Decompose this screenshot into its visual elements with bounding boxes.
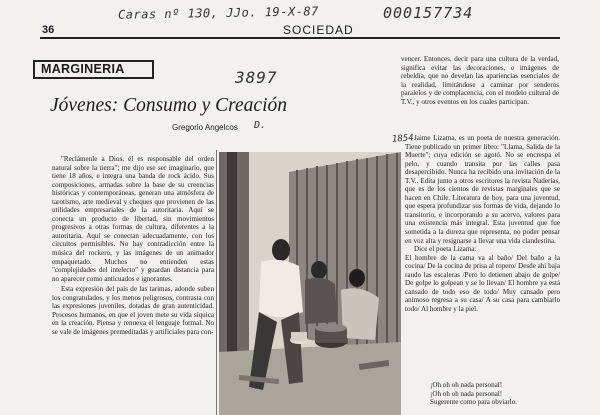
right-mid-paragraph-2: Dice el poeta Lizama:: [414, 245, 477, 254]
poem-line-1: ¡Oh oh oh nada personal!: [430, 381, 503, 389]
handwritten-mid-note: 3897: [235, 68, 278, 87]
article-photo: [219, 152, 401, 415]
column-divider: [216, 150, 217, 415]
poem-line-3: Sugerente como para obviarlo.: [430, 398, 518, 407]
poem-line-2: ¡Oh oh oh nada personal!: [430, 389, 503, 398]
article-author: Gregorio Angelcos: [172, 123, 238, 132]
right-mid-column: [405, 134, 560, 378]
header-rule: [40, 37, 560, 39]
handwritten-clip-number: 000157734: [383, 4, 474, 22]
right-mid-paragraph-1: Jaime Lizama, es un poeta de nuestra generación. Tiene publicado un primer libro: "Llama, Salida de la Muerte"; cuya edición se agotó. No se encrespa el pelo, y cuando transita por las calles pasa desapercibido. Nunca ha recibido una invitación de la T.V.. Edita junto a otros escritores la revista Naderías, que es de los cientos de revistas marginales que se hacen en Chile. Literatura de hoy, para una juventud, que espera profundizar sus formas de vida, dejando lo transitorio, e incorporando a su acervo, valores para una existencia más integral. Esta juventud que fue sometida a la dureza que representa, no poder pensar en voz alta y resignarse a llevar una vida clandestina.: [405, 134, 560, 245]
handwritten-top-note: Caras nº 130, JJo. 19-X-87: [117, 4, 319, 22]
kicker-label: MARGINERIA: [41, 62, 125, 76]
right-mid-paragraph-3: El hombre de la cama va al baño/ Del baño a la cocina/ De la cocina de prisa al ropero/ Desde ahí baja raudo las escaleras /Pero lo detienen abajo de golpe/ De golpe lo golpean y se lo llevan/ El hombre ya está cansado de todo eso de todo/ Muy cansado pero animoso regresa a su casa/ A su casa para cambiarlo todo/ Al hombre y la piel.: [405, 253, 560, 313]
page-number: 36: [42, 24, 55, 36]
article-title: Jóvenes: Consumo y Creación: [50, 95, 288, 116]
poem-block: [430, 381, 560, 415]
section-label: SOCIEDAD: [283, 23, 354, 37]
handwritten-side-note: 1854: [391, 133, 415, 145]
right-top-paragraph: vencer. Entonces, decir para una cultura de la verdad, significa evitar las decoraciones, e imágenes de rebeldía, que no develan las apariencias esenciales de la realidad, limitándose a caminar por senderos paralelos y de complacencia, con el modelo cultural de T.V., y otros eventos en los cuales participan.: [401, 55, 559, 106]
left-paragraph-1: "Reclámenle a Dios, él es responsable del orden natural sobre la tierra"; me dijo ese ser imaginario, que tiene 18 años, e integra una banda de rock ácido. Sus composiciones, armadas sobre la base de su creencias históricas y contemporáneas, generan una atmósfera de tarotismo, arte medieval y cheques que provienen de las utilidades empresariales de la autoritaria. Aquí se conecta un producto de libertad, sin movimientos progresivos a otras formas de cultura, diferentes a la autoritaria. Aquí se conectan adecuadamente, con los circuitos permisibles. No hay contradicción entre la música del rockero, y las imágenes de un animador empaquetado. Muchos no entienden estas "complejidades del intelecto" y guardan distancia para no aparecer como anticuados e ignorantes.: [52, 155, 214, 283]
left-column: [52, 155, 214, 415]
right-top-column: [401, 55, 559, 133]
photo-image: [219, 152, 401, 415]
author-mark: D.: [254, 120, 267, 131]
left-paragraph-2: Esta expresión del país de las tarimas, adonde suben los congratulados, y los menos peligrosos, contrasta con las expresiones juveniles, dotadas de gran autenticidad. Procesos humanos, en que el joven mete su vida síquica en la creación. Piensa y renueva el lenguaje formal. No se vale de imágenes premeditadas y artificiales para con-: [52, 285, 214, 336]
